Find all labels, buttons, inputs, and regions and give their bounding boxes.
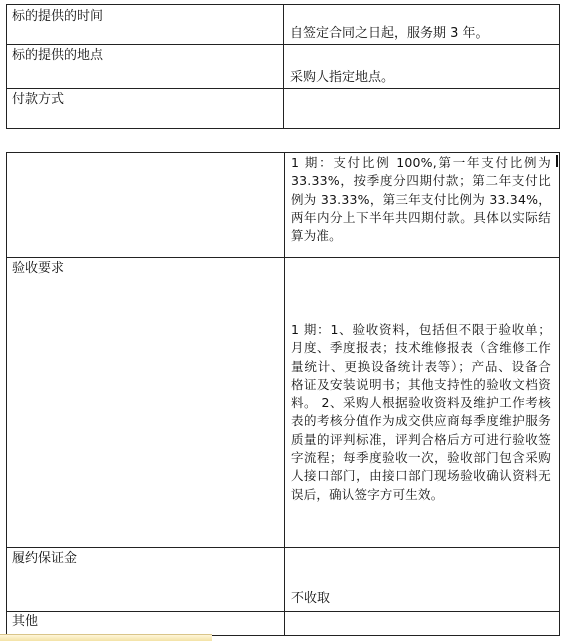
row-label: 标的提供的时间 <box>12 9 104 24</box>
row-label: 验收要求 <box>12 261 65 276</box>
payment-terms-text: 1 期：支付比例 100%,第一年支付比例为 33.33%，按季度分四期付款；第二年支付比例为 33.33%，第三年支付比例为 33.34%，两年内分上下半年共四期付款。具体以实际结算为准。 <box>291 155 551 244</box>
row-label: 履约保证金 <box>12 551 78 566</box>
row-value <box>284 611 559 637</box>
row-label: 标的提供的地点 <box>12 48 104 63</box>
acceptance-text: 1 期：1、验收资料，包括但不限于验收单；月度、季度报表；技术维修报表（含维修工作量统计、更换设备统计表等）；产品、设备合格证及安装说明书；其他支持性的验收文档资料。 2、采购人根据验收资料及维护工作考核表的考核分值作为成交供应商每季度维护服务质量的评判标准，评判合格后方可进行验收签字流程；每季度验收一次，验收部门包含采购人接口部门，由接口部门现场验收确认资料无误后，确认签字方可生效。 <box>291 322 551 502</box>
bottom-table <box>6 152 560 636</box>
table-row <box>7 547 559 611</box>
page-edge <box>0 634 212 641</box>
row-value: 不收取 <box>291 591 331 606</box>
row-value: 自签定合同之日起，服务期 3 年。 <box>290 26 489 41</box>
row-value <box>283 88 559 130</box>
row-label <box>7 153 284 257</box>
table-row <box>7 257 559 547</box>
top-table <box>6 4 560 129</box>
row-label: 其他 <box>12 614 39 629</box>
row-value: 采购人指定地点。 <box>290 70 395 85</box>
row-label: 付款方式 <box>12 92 65 107</box>
table-row <box>7 5 559 44</box>
table-row <box>7 153 559 257</box>
table-row <box>7 44 559 88</box>
scroll-marker <box>556 155 558 167</box>
table-row <box>7 88 559 130</box>
